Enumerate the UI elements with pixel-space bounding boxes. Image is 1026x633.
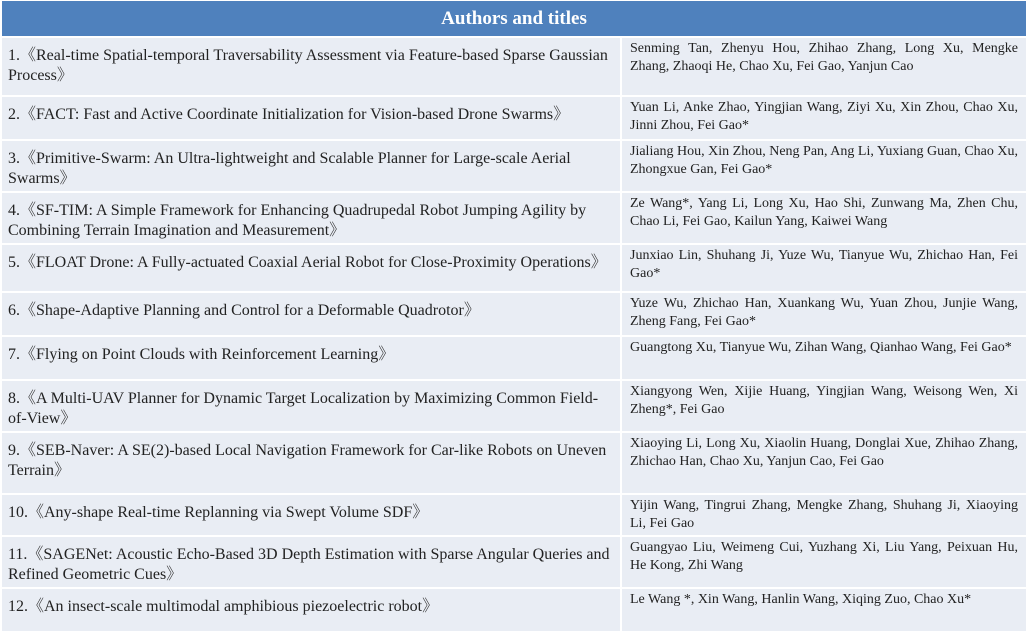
paper-title: 6.《Shape-Adaptive Planning and Control for a Deformable Quadrotor》	[1, 292, 621, 336]
table-row	[1, 588, 1026, 632]
paper-title: 11.《SAGENet: Acoustic Echo-Based 3D Depth Estimation with Sparse Angular Queries and Refined Geometric Cues》	[1, 536, 621, 588]
paper-title: 2.《FACT: Fast and Active Coordinate Initialization for Vision-based Drone Swarms》	[1, 96, 621, 140]
paper-authors: Ze Wang*, Yang Li, Long Xu, Hao Shi, Zunwang Ma, Zhen Chu, Chao Li, Fei Gao, Kailun Yang, Kaiwei Wang	[621, 192, 1026, 244]
paper-authors: Guangtong Xu, Tianyue Wu, Zihan Wang, Qianhao Wang, Fei Gao*	[621, 336, 1026, 380]
table-row	[1, 192, 1026, 244]
paper-authors: Le Wang *, Xin Wang, Hanlin Wang, Xiqing Zuo, Chao Xu*	[621, 588, 1026, 632]
paper-authors: Junxiao Lin, Shuhang Ji, Yuze Wu, Tianyue Wu, Zhichao Han, Fei Gao*	[621, 244, 1026, 292]
paper-title: 8.《A Multi-UAV Planner for Dynamic Target Localization by Maximizing Common Field-of-View》	[1, 380, 621, 432]
paper-authors: Xiangyong Wen, Xijie Huang, Yingjian Wang, Weisong Wen, Xi Zheng*, Fei Gao	[621, 380, 1026, 432]
paper-title: 1.《Real-time Spatial-temporal Traversability Assessment via Feature-based Sparse Gaussian Process》	[1, 37, 621, 96]
table-title: Authors and titles	[1, 1, 1026, 38]
paper-title: 4.《SF-TIM: A Simple Framework for Enhancing Quadrupedal Robot Jumping Agility by Combining Terrain Imagination and Measurement》	[1, 192, 621, 244]
paper-authors: Jialiang Hou, Xin Zhou, Neng Pan, Ang Li, Yuxiang Guan, Chao Xu, Zhongxue Gan, Fei Gao*	[621, 140, 1026, 192]
paper-title: 12.《An insect-scale multimodal amphibious piezoelectric robot》	[1, 588, 621, 632]
paper-authors: Yuan Li, Anke Zhao, Yingjian Wang, Ziyi Xu, Xin Zhou, Chao Xu, Jinni Zhou, Fei Gao*	[621, 96, 1026, 140]
header-row	[1, 1, 1026, 38]
table-row	[1, 536, 1026, 588]
paper-title: 7.《Flying on Point Clouds with Reinforcement Learning》	[1, 336, 621, 380]
paper-authors: Xiaoying Li, Long Xu, Xiaolin Huang, Donglai Xue, Zhihao Zhang, Zhichao Han, Chao Xu, Yanjun Cao, Fei Gao	[621, 432, 1026, 494]
paper-authors: Senming Tan, Zhenyu Hou, Zhihao Zhang, Long Xu, Mengke Zhang, Zhaoqi He, Chao Xu, Fei Gao, Yanjun Cao	[621, 37, 1026, 96]
paper-authors: Guangyao Liu, Weimeng Cui, Yuzhang Xi, Liu Yang, Peixuan Hu, He Kong, Zhi Wang	[621, 536, 1026, 588]
table-row	[1, 96, 1026, 140]
paper-title: 10.《Any-shape Real-time Replanning via Swept Volume SDF》	[1, 494, 621, 536]
paper-title: 9.《SEB-Naver: A SE(2)-based Local Navigation Framework for Car-like Robots on Uneven Terrain》	[1, 432, 621, 494]
table-row	[1, 432, 1026, 494]
table-row	[1, 292, 1026, 336]
table-row	[1, 244, 1026, 292]
paper-authors: Yuze Wu, Zhichao Han, Xuankang Wu, Yuan Zhou, Junjie Wang, Zheng Fang, Fei Gao*	[621, 292, 1026, 336]
table-row	[1, 380, 1026, 432]
paper-title: 3.《Primitive-Swarm: An Ultra-lightweight and Scalable Planner for Large-scale Aerial Swarms》	[1, 140, 621, 192]
table-row	[1, 140, 1026, 192]
table-row	[1, 494, 1026, 536]
table-row	[1, 37, 1026, 96]
paper-title: 5.《FLOAT Drone: A Fully-actuated Coaxial Aerial Robot for Close-Proximity Operations》	[1, 244, 621, 292]
paper-authors: Yijin Wang, Tingrui Zhang, Mengke Zhang, Shuhang Ji, Xiaoying Li, Fei Gao	[621, 494, 1026, 536]
table-row	[1, 336, 1026, 380]
